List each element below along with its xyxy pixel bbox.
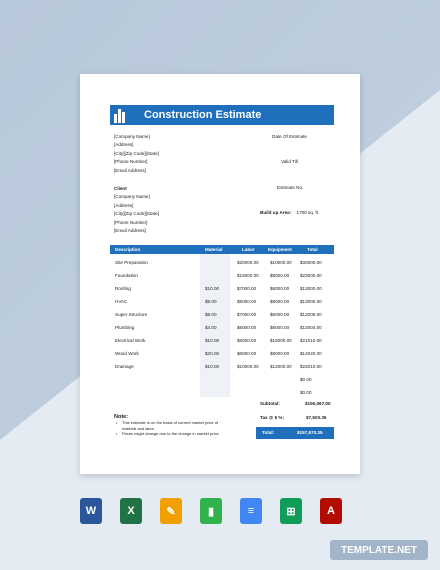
client-line: [Phone Number]	[114, 219, 148, 225]
document-title: Construction Estimate	[144, 109, 262, 121]
table-cell: $6000.00	[237, 325, 257, 330]
table-cell: $0.00	[300, 390, 312, 395]
company-block	[114, 133, 159, 175]
company-line: [Address]	[114, 142, 134, 148]
template-net-watermark: TEMPLATE.NET	[330, 540, 428, 560]
date-of-estimate-label: Date Of Estimate	[272, 134, 307, 139]
table-cell: $10000.00	[270, 260, 292, 265]
table-cell: $21010.00	[300, 338, 322, 343]
google-sheets-icon[interactable]: ⊞	[280, 498, 302, 524]
title-bar	[110, 105, 334, 125]
table-row	[110, 384, 334, 401]
tax-value: $7,503.35	[306, 415, 327, 420]
header-equipment: Equipment	[268, 247, 292, 252]
pages-icon[interactable]: ✎	[160, 498, 182, 524]
table-cell: $23000.00	[300, 273, 322, 278]
table-header	[110, 245, 334, 254]
client-line: [Email Address]	[114, 228, 146, 234]
table-cell: Drainage	[115, 364, 134, 369]
client-heading: Client	[114, 186, 127, 191]
table-cell: $30000.00	[300, 260, 322, 265]
note-heading: Note:	[114, 414, 129, 420]
table-cell: Plumbing	[115, 325, 135, 330]
table-cell: $5.00	[205, 299, 217, 304]
table-cell: $6000.00	[270, 286, 290, 291]
table-cell: $6000.00	[270, 325, 290, 330]
client-line: [City][Zip Code][State]	[114, 211, 159, 217]
tax-label: Tax @ 5 %:	[260, 415, 285, 420]
header-description: Description	[115, 247, 141, 252]
google-docs-icon[interactable]: ≡	[240, 498, 262, 524]
header-total: Total	[307, 247, 318, 252]
company-line: [Email Address]	[114, 167, 146, 173]
table-cell: $8000.00	[270, 299, 290, 304]
table-cell: $10000.00	[237, 364, 259, 369]
table-cell: $0.00	[300, 377, 312, 382]
table-cell: $13005.00	[300, 299, 322, 304]
client-line: [Company Name]	[114, 194, 150, 200]
client-block	[114, 185, 159, 235]
table-cell: Foundation	[115, 273, 138, 278]
company-line: [Company Name]	[114, 134, 150, 139]
table-cell: $15000.00	[270, 338, 292, 343]
table-cell: $14020.00	[300, 351, 322, 356]
table-cell: $10.00	[205, 338, 220, 343]
estimate-no-label: Estimate No.	[277, 185, 304, 190]
table-cell: $8000.00	[270, 351, 290, 356]
table-cell: $7000.00	[237, 312, 257, 317]
table-cell: $10.00	[205, 364, 220, 369]
company-line: [City][Zip Code][State]	[114, 150, 159, 156]
table-cell: HVAC	[115, 299, 128, 304]
table-cell: $8000.00	[270, 273, 290, 278]
table-cell: $4.00	[205, 325, 217, 330]
table-cell: $13000.00	[300, 286, 322, 291]
table-cell: Electrical Work	[115, 338, 146, 343]
table-cell: $12008.00	[300, 312, 322, 317]
table-cell: $6000.00	[237, 351, 257, 356]
word-icon[interactable]: W	[80, 498, 102, 524]
table-cell: Roofing	[115, 286, 131, 291]
subtotal-label: Subtotal:	[260, 401, 280, 406]
table-cell: $15000.00	[237, 273, 259, 278]
document-page	[80, 74, 360, 474]
client-line: [Address]	[114, 202, 134, 208]
build-up-area-value: 1700 sq. ft.	[296, 210, 320, 215]
numbers-icon[interactable]: ▮	[200, 498, 222, 524]
table-cell: $7000.00	[237, 286, 257, 291]
build-up-area	[260, 209, 319, 217]
company-line: [Phone Number]	[114, 159, 148, 165]
build-up-area-label: Build up Area:	[260, 210, 292, 215]
table-cell: $10.00	[205, 286, 220, 291]
valid-till-label: Valid Till	[281, 159, 298, 164]
building-logo-icon	[114, 107, 130, 123]
table-cell: $20000.00	[237, 260, 259, 265]
total-value: $157,570.35	[297, 430, 323, 435]
bullet-icon: •	[116, 431, 118, 436]
bullet-icon: •	[116, 420, 118, 425]
excel-icon[interactable]: X	[120, 498, 142, 524]
table-cell: Wood Work	[115, 351, 139, 356]
total-box	[256, 427, 334, 439]
pdf-icon[interactable]: A	[320, 498, 342, 524]
table-cell: $5000.00	[237, 299, 257, 304]
table-cell: $6000.00	[237, 338, 257, 343]
table-cell: $20.00	[205, 351, 220, 356]
table-cell: $5000.00	[270, 312, 290, 317]
table-cell: $8.00	[205, 312, 217, 317]
note-block	[114, 414, 224, 437]
header-material: Material	[205, 247, 223, 252]
subtotal-value: $150,067.00	[305, 401, 331, 406]
table-cell: Site Preparation	[115, 260, 148, 265]
table-cell: $12004.00	[300, 325, 322, 330]
header-labor: Labor	[242, 247, 255, 252]
table-cell: Super Structure	[115, 312, 148, 317]
total-label: Total:	[262, 430, 275, 435]
table-cell: $22010.00	[300, 364, 322, 369]
table-cell: $12000.00	[270, 364, 292, 369]
note-item: • Prices might change due to the change in market price.	[116, 431, 220, 436]
note-item: • This estimate is on the basis of current market price of material and labor.	[116, 420, 219, 431]
